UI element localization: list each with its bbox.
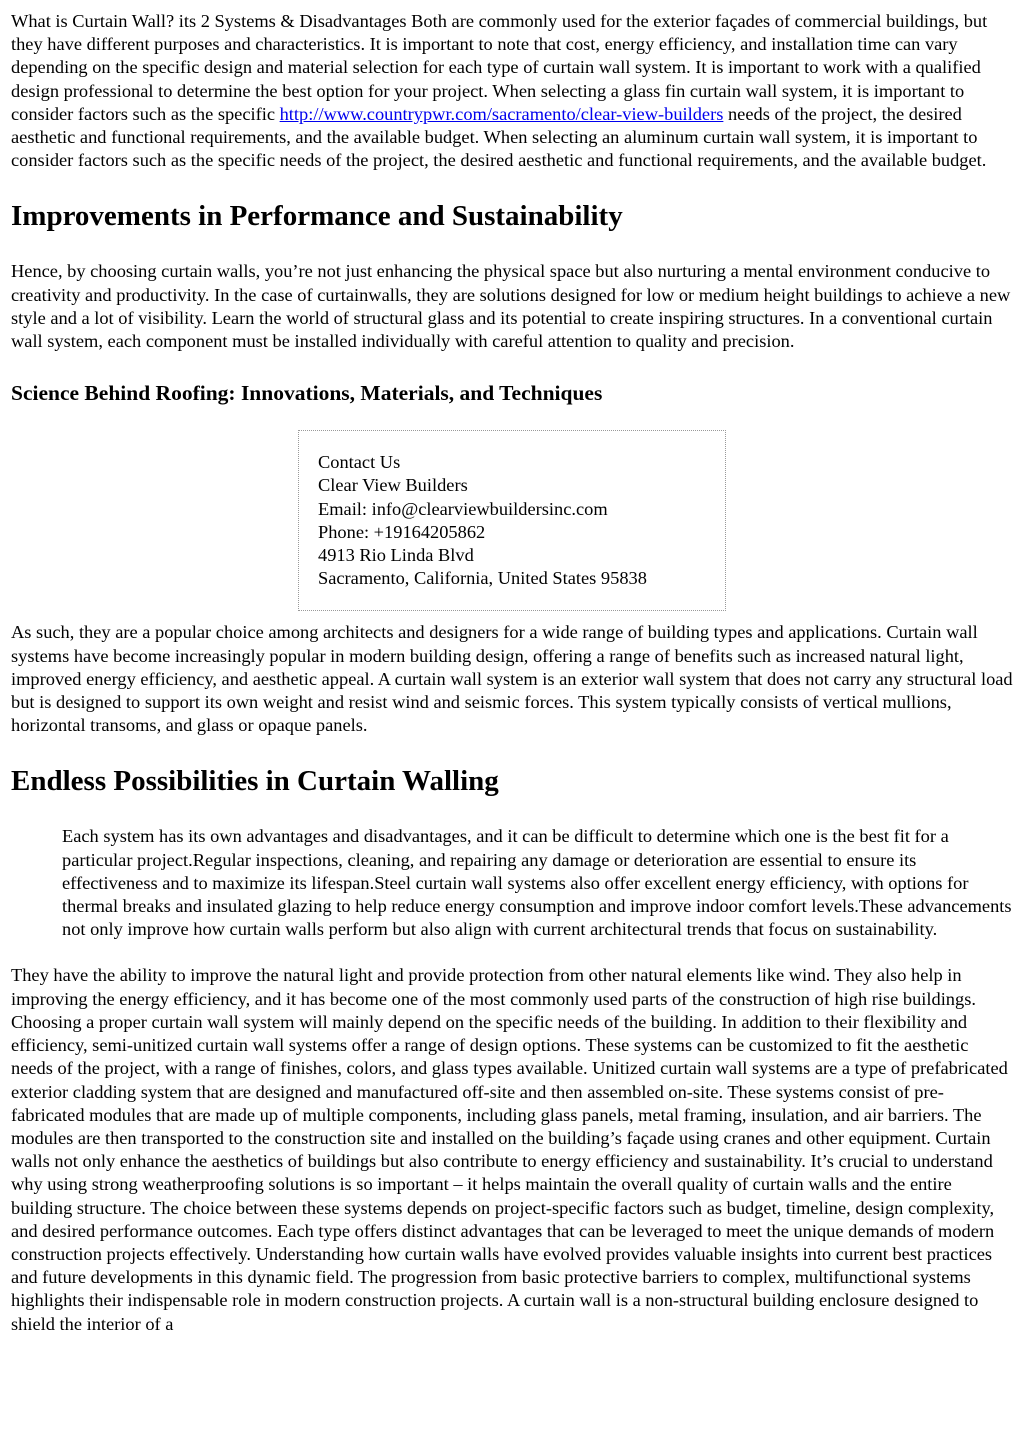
performance-paragraph: Hence, by choosing curtain walls, you’re not just enhancing the physical space but also nurturing a mental environment conducive to creativity and productivity. In the case of curtainwalls, they are solutions designed for low or medium height buildings to achieve a new style and a lot of visibility. Learn the world of structural glass and its potential to create inspiring structures. In a conventional curtain wall system, each component must be installed individually with careful attention to quality and precision. <box>11 261 1011 352</box>
contact-city: Sacramento, California, United States 95838 <box>318 568 647 589</box>
clear-view-builders-link[interactable]: http://www.countrypwr.com/sacramento/clear-view-builders <box>279 103 724 124</box>
natural-light-paragraph: They have the ability to improve the natural light and provide protection from other natural elements like wind. They also help in improving the energy efficiency, and it has become one of the most commonly used parts of the construction of high rise buildings. Choosing a proper curtain wall system will mainly depend on the specific needs of the building. In addition to their flexibility and efficiency, semi-unitized curtain wall systems offer a range of design options. These systems can be customized to fit the aesthetic needs of the project, with a range of finishes, colors, and glass types available. Unitized curtain wall systems are a type of prefabricated exterior cladding system that are designed and manufactured off-site and then assembled on-site. These systems consist of pre-fabricated modules that are made up of multiple components, including glass panels, metal framing, insulation, and air barriers. The modules are then transported to the construction site and installed on the building’s façade using cranes and other equipment. Curtain walls not only enhance the aesthetics of buildings but also contribute to energy efficiency and sustainability. It’s crucial to understand why using strong weatherproofing solutions is so important – it helps maintain the overall quality of curtain walls and the entire building structure. The choice between these systems depends on project-specific factors such as budget, timeline, design complexity, and desired performance outcomes. Each type offers distinct advantages that can be leveraged to meet the unique demands of modern construction projects effectively. Understanding how curtain walls have evolved provides valuable insights into current best practices and future developments in this dynamic field. The progression from basic protective barriers to complex, multifunctional systems highlights their indispensable role in modern construction projects. A curtain wall is a non-structural building enclosure designed to shield the interior of a <box>11 965 1008 1334</box>
intro-text-after-link: needs of the project, the desired aesthetic and functional requirements, and the available budget. When selecting an aluminum curtain wall system, it is important to consider factors such as the specific needs of the project, the desired aesthetic and functional requirements, and the available budget. <box>11 103 987 171</box>
contact-email: Email: info@clearviewbuildersinc.com <box>318 498 608 519</box>
contact-title: Contact Us <box>318 452 401 473</box>
heading-performance-sustainability: Improvements in Performance and Sustainability <box>11 200 623 233</box>
intro-text-before-link: What is Curtain Wall? its 2 Systems & Disadvantages Both are commonly used for the exterior façades of commercial buildings, but they have different purposes and characteristics. It is important to note that cost, energy efficiency, and installation time can vary depending on the specific design and material selection for each type of curtain wall system. It is important to work with a qualified design professional to determine the best option for your project. When selecting a glass fin curtain wall system, it is important to consider factors such as the specific <box>11 11 988 124</box>
contact-company: Clear View Builders <box>318 475 468 496</box>
heading-endless-possibilities: Endless Possibilities in Curtain Walling <box>11 765 499 798</box>
contact-street: 4913 Rio Linda Blvd <box>318 545 474 566</box>
contact-box <box>298 430 726 611</box>
heading-science-behind-roofing: Science Behind Roofing: Innovations, Materials, and Techniques <box>11 381 603 406</box>
popular-choice-paragraph: As such, they are a popular choice among architects and designers for a wide range of building types and applications. Curtain wall systems have become increasingly popular in modern building design, offering a range of benefits such as increased natural light, improved energy efficiency, and aesthetic appeal. A curtain wall system is an exterior wall system that does not carry any structural load but is designed to support its own weight and resist wind and seismic forces. This system typically consists of vertical mullions, horizontal transoms, and glass or opaque panels. <box>11 622 1013 736</box>
systems-blockquote: Each system has its own advantages and disadvantages, and it can be difficult to determine which one is the best fit for a particular project.Regular inspections, cleaning, and repairing any damage or deterioration are essential to ensure its effectiveness and to maximize its lifespan.Steel curtain wall systems also offer excellent energy efficiency, with options for thermal breaks and insulated glazing to help reduce energy consumption and improve indoor comfort levels.These advancements not only improve how curtain walls perform but also align with current architectural trends that focus on sustainability. <box>62 826 1012 940</box>
intro-paragraph <box>11 10 1013 172</box>
contact-phone: Phone: +19164205862 <box>318 521 486 542</box>
